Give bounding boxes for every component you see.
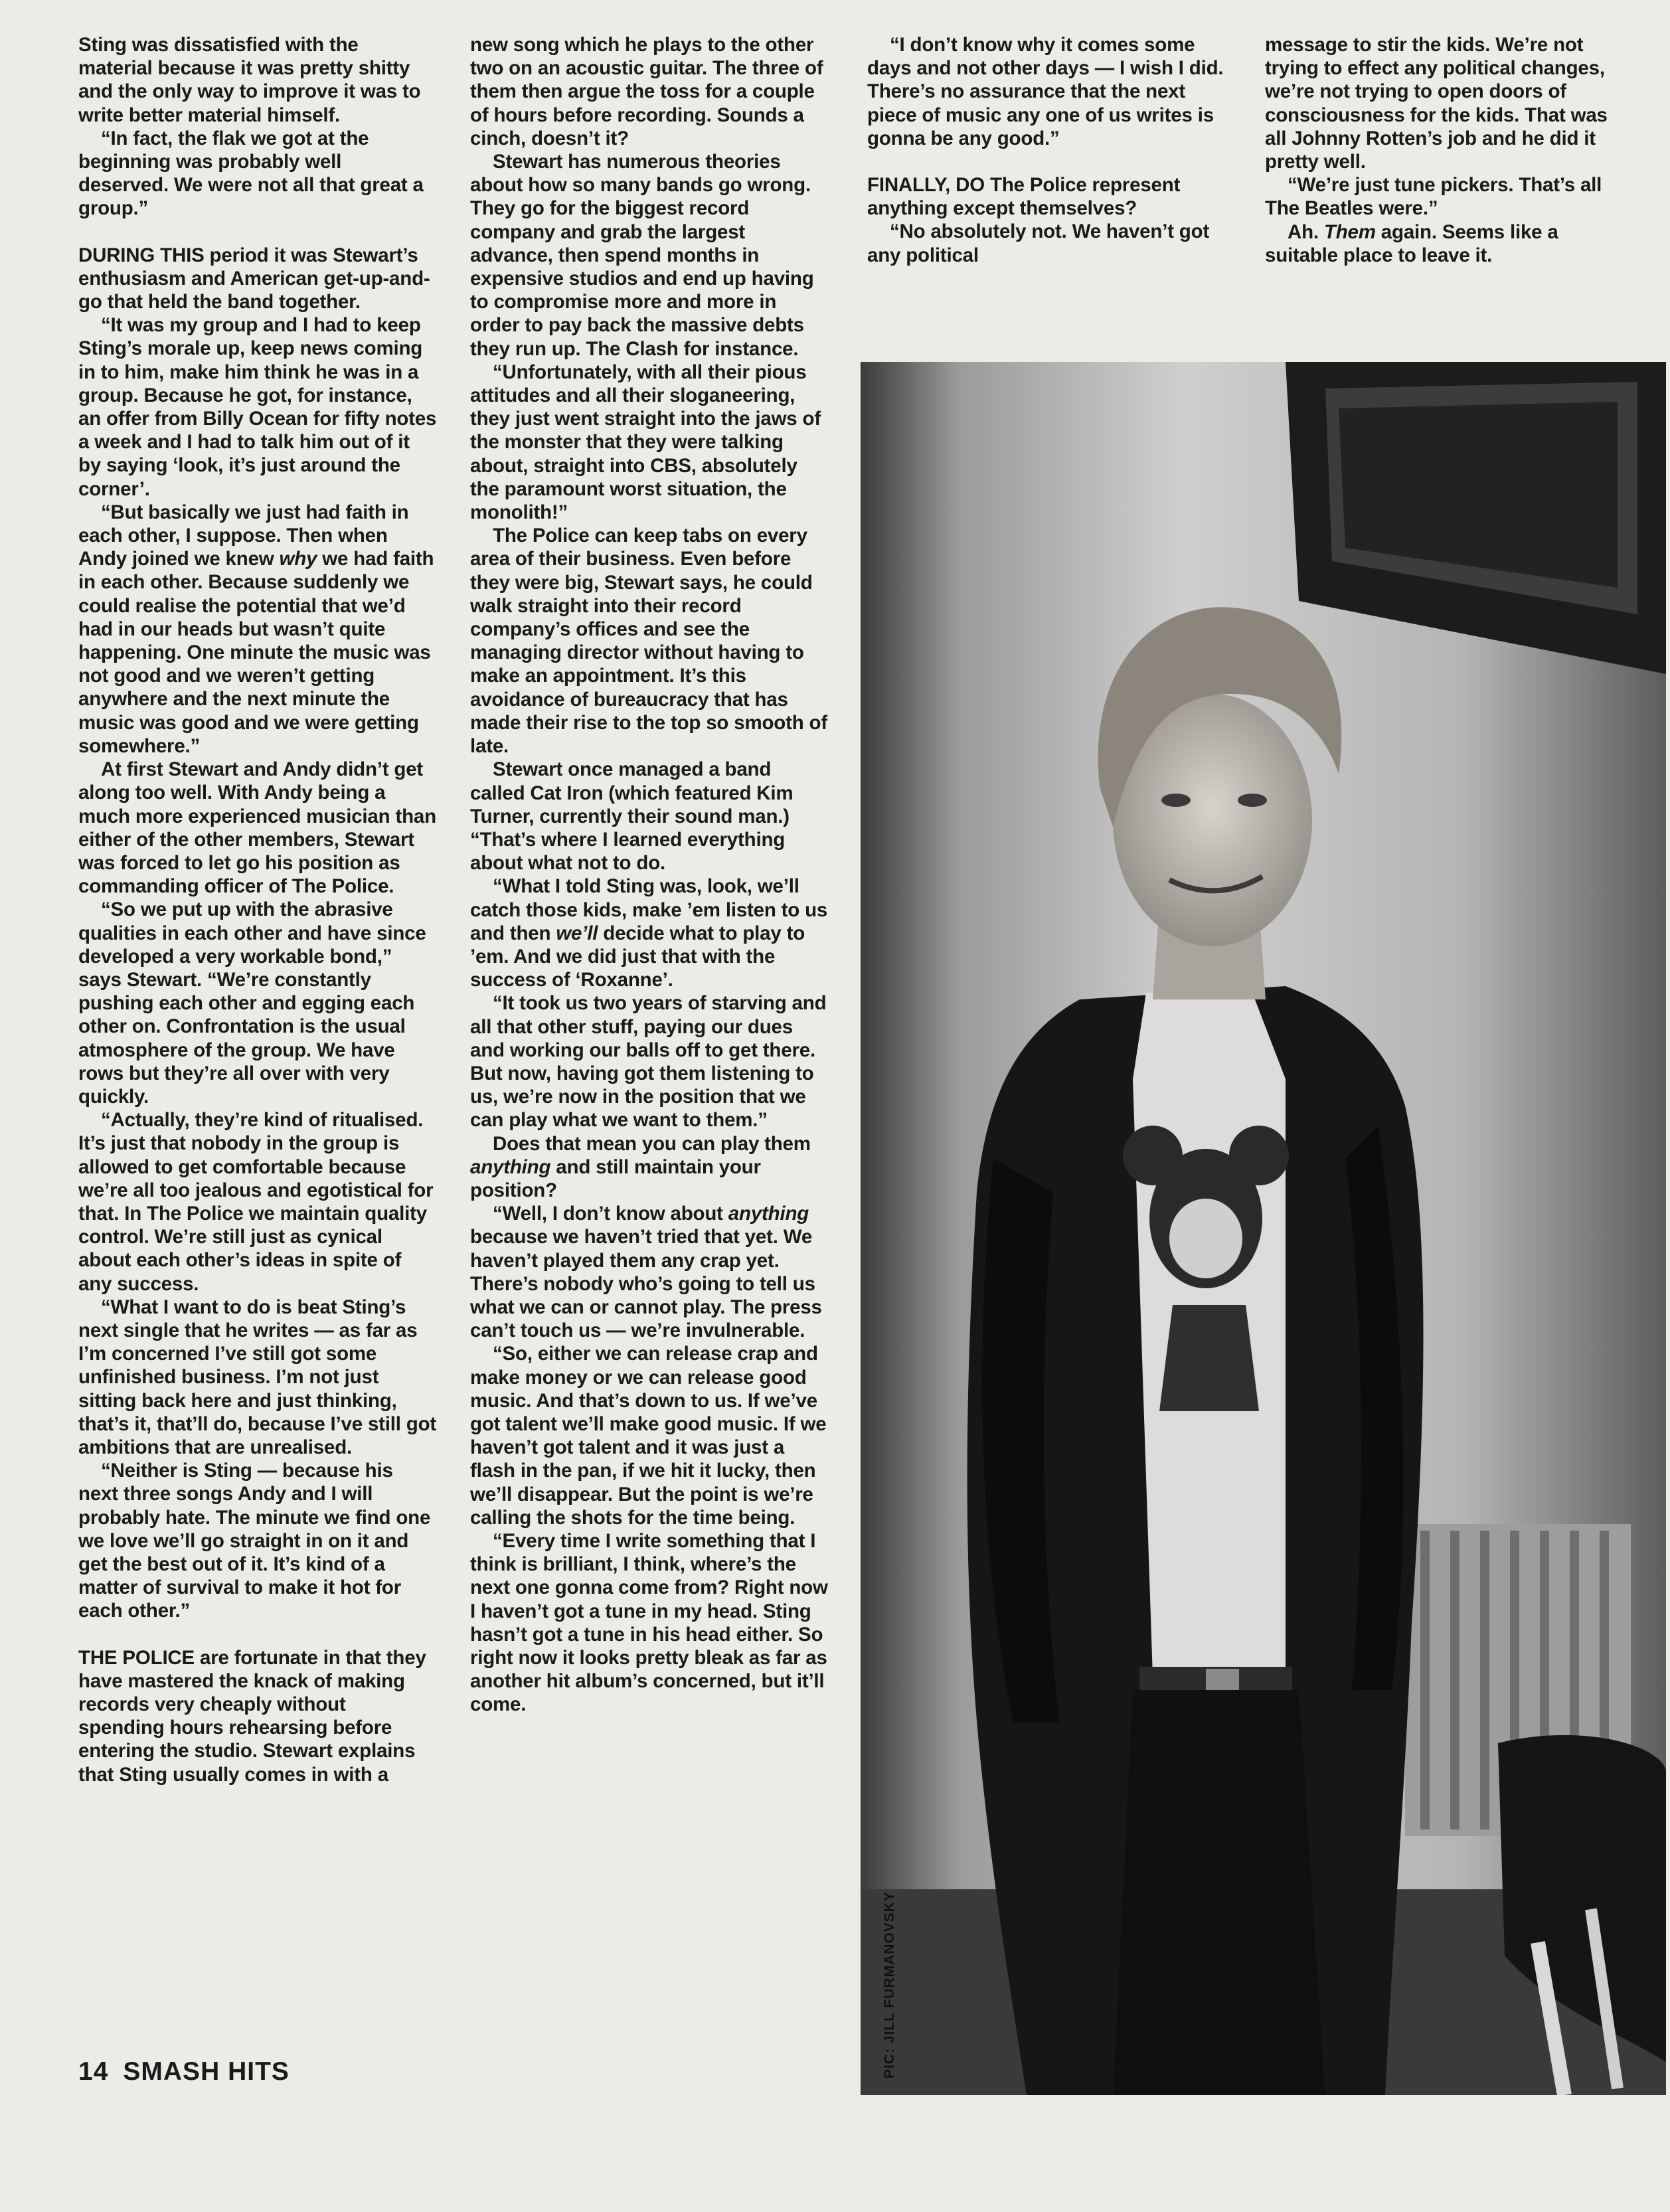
paragraph: “What I told Sting was, look, we’ll catch those kids, make ’em listen to us and then we’ll decide what to play to ’em. And we did just that with the success of ‘Roxanne’.: [470, 875, 828, 991]
paragraph: “But basically we just had faith in each other, I suppose. Then when Andy joined we knew why we had faith in each other. Because suddenly we could realise the potential that we’d had in our heads but wasn’t quite happening. One minute the music was not good and we weren’t getting anywhere and the next minute the music was good and we were getting somewhere.”: [78, 501, 434, 757]
page-footer: [78, 2057, 290, 2086]
paragraph: “It took us two years of starving and all that other stuff, paying our dues and working our balls off to get there. But now, having got them listening to us, we’re now in the position that we can play what we want to them.”: [470, 992, 827, 1132]
paragraph: Stewart once managed a band called Cat Iron (which featured Kim Turner, currently their sound man.) “That’s where I learned everything about what not to do.: [470, 758, 793, 875]
paragraph: “It was my group and I had to keep Sting’s morale up, keep news coming in to him, make him think he was in a group. Because he got, for instance, an offer from Billy Ocean for fifty notes a week and I had to talk him out of it by saying ‘look, it’s just around the corner’.: [78, 314, 437, 500]
paragraph: The Police can keep tabs on every area of their business. Even before they were big, Stewart says, he could walk straight into their record company’s offices and see the managing director without having to make an appointment. It’s this avoidance of bureaucracy that has made their rise to the top so smooth of late.: [470, 525, 827, 758]
paragraph: “Every time I write something that I think is brilliant, I think, where’s the next one gonna come from? Right now I haven’t got a tune in my head. Sting hasn’t got a tune in his head either. So right now it looks pretty bleak as far as another hit album’s concerned, but it’ll come.: [470, 1530, 828, 1716]
paragraph: Sting was dissatisfied with the material because it was pretty shitty and the only way to improve it was to write better material himself.: [78, 34, 421, 126]
article-column-1: [78, 33, 437, 1786]
paragraph: At first Stewart and Andy didn’t get along too well. With Andy being a much more experienced musician than either of the other members, Stewart was forced to let go his position as commanding officer of The Police.: [78, 758, 436, 898]
portrait-illustration: [861, 362, 1666, 2095]
article-column-4: [1265, 33, 1610, 267]
paragraph: message to stir the kids. We’re not trying to effect any political changes, we’re not trying to open doors of consciousness for the kids. That was all Johnny Rotten’s job and he did it pretty well.: [1265, 34, 1608, 173]
paragraph: FINALLY, DO The Police represent anything except themselves?: [867, 174, 1181, 220]
paragraph: “Well, I don’t know about anything because we haven’t tried that yet. We haven’t played them any crap yet. There’s nobody who’s going to tell us what we can or cannot play. The press can’t touch us — we’re invulnerable.: [470, 1203, 822, 1342]
paragraph: Stewart has numerous theories about how so many bands go wrong. They go for the biggest record company and grab the largest advance, then spend months in expensive studios and end up having to compromise more and more in order to pay back the massive debts they run up. The Clash for instance.: [470, 151, 814, 360]
paragraph: “So, either we can release crap and make money or we can release good music. And that’s down to us. If we’ve got talent we’ll make good music. If we haven’t got talent and it was just a flash in the pan, if we hit it lucky, then we’ll disappear. But the point is we’re calling the shots for the time being.: [470, 1343, 827, 1529]
paragraph: new song which he plays to the other two on an acoustic guitar. The three of them then argue the toss for a couple of hours before recording. Sounds a cinch, doesn’t it?: [470, 34, 823, 149]
paragraph: Ah. Them again. Seems like a suitable place to leave it.: [1265, 220, 1558, 266]
article-column-3: [867, 33, 1226, 267]
photo-credit: PIC: JILL FURMANOVSKY: [882, 1891, 897, 2079]
page-number: 14: [78, 2057, 109, 2086]
paragraph: Does that mean you can play them anything and still maintain your position?: [470, 1132, 811, 1201]
paragraph: “What I want to do is beat Sting’s next single that he writes — as far as I’m concerned I’ve still got some unfinished business. I’m not just sitting back here and just thinking, that’s it, that’ll do, because I’ve still got ambitions that are unrealised.: [78, 1296, 437, 1458]
paragraph: “So we put up with the abrasive qualities in each other and have since developed a very workable bond,” says Stewart. “We’re constantly pushing each other and egging each other on. Confrontation is the usual atmosphere of the group. We have rows but they’re all over with very quickly.: [78, 898, 426, 1108]
magazine-name: SMASH HITS: [123, 2057, 290, 2086]
paragraph: “Unfortunately, with all their pious attitudes and all their sloganeering, they just went straight into the jaws of the monster that they were talking about, straight into CBS, absolutely the paramount worst situation, the monolith!”: [470, 361, 821, 524]
paragraph: “I don’t know why it comes some days and not other days — I wish I did. There’s no assurance that the next piece of music any one of us writes is gonna be any good.”: [867, 34, 1224, 149]
paragraph: “In fact, the flak we got at the beginning was probably well deserved. We were not all that great a group.”: [78, 127, 424, 220]
paragraph: “Actually, they’re kind of ritualised. It’s just that nobody in the group is allowed to get comfortable because we’re all too jealous and egotistical for that. In The Police we maintain quality control. We’re still just as cynical about each other’s ideas in spite of any success.: [78, 1109, 434, 1295]
paragraph: “Neither is Sting — because his next three songs Andy and I will probably hate. The minute we find one we love we’ll go straight in on it and get the best out of it. It’s kind of a matter of survival to make it hot for each other.”: [78, 1460, 431, 1622]
paragraph: “We’re just tune pickers. That’s all The Beatles were.”: [1265, 174, 1602, 220]
paragraph: THE POLICE are fortunate in that they have mastered the knack of making records very cheaply without spending hours rehearsing before entering the studio. Stewart explains that Sting usually comes in with a: [78, 1646, 426, 1786]
paragraph: DURING THIS period it was Stewart’s enthusiasm and American get-up-and-go that held the band together.: [78, 244, 430, 313]
article-column-2: [470, 33, 829, 1717]
portrait-photo: [861, 362, 1666, 2095]
paragraph: “No absolutely not. We haven’t got any political: [867, 220, 1210, 266]
